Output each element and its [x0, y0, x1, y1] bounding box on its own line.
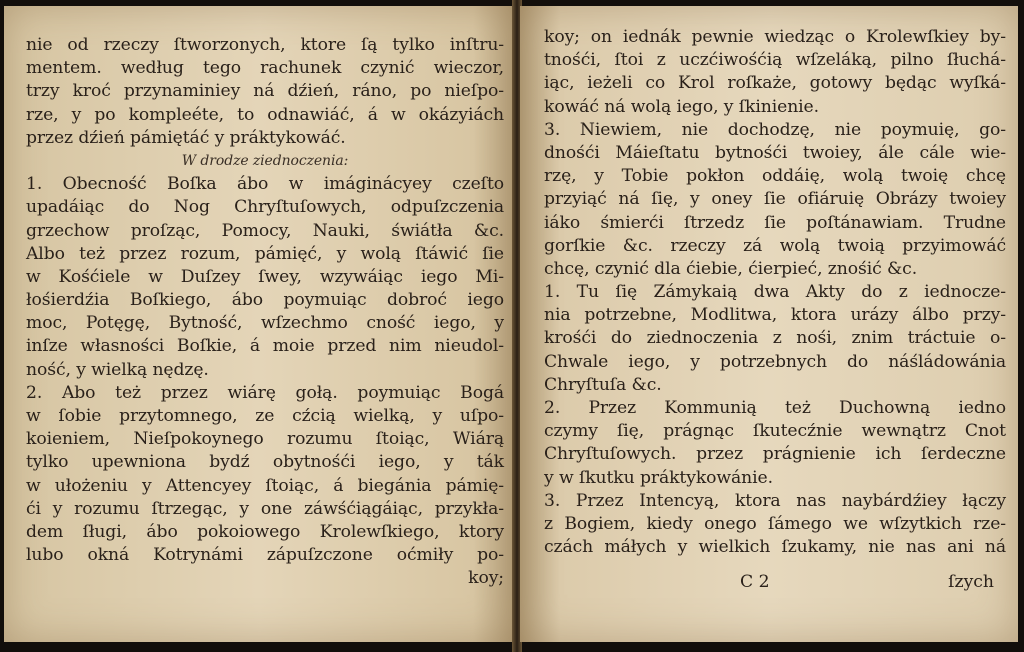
text-line: lubo okná Kotrynámi zápuſzczone oćmiły po- — [26, 545, 504, 566]
text-line: Chryſtuſowych. przez prágnienie ich ſerdeczne — [544, 444, 1006, 465]
text-line: dem ſługi, ábo pokoiowego Krolewſkiego, ktory — [26, 521, 504, 542]
text-line: rze, y po kompleéte, to odnawiáć, á w okázyiách — [26, 104, 504, 125]
text-line: czymy ſię, prágnąc ſkutecźnie wewnątrz Cnot — [544, 421, 1006, 442]
text-line: 1. Obecność Boſka ábo w imáginácyey czeſto — [26, 174, 504, 195]
text-line: Albo też przez rozum, pámięć, y wolą ſtáwić ſie — [26, 243, 504, 264]
text-line: tnośći, ſtoi z uczćiwośćią wſzeláką, pilno ſłuchá- — [544, 50, 1006, 71]
text-line: czách máłych y wielkich ſzukamy, nie nas ani ná — [544, 537, 1006, 558]
text-line: 3. Niewiem, nie dochodzę, nie poymuię, go- — [544, 119, 1006, 140]
text-line: 1. Tu ſię Zámykaią dwa Akty do z iednocze- — [544, 282, 1006, 303]
catchword: ſzych — [948, 572, 994, 592]
signature-mark: C 2 — [740, 572, 770, 592]
text-line: 2. Abo też przez wiárę gołą. poymuiąc Bogá — [26, 382, 504, 403]
right-page — [520, 6, 1018, 642]
section-heading: W drodze ziednoczenia: — [181, 152, 349, 169]
text-line: rzę, y Tobie pokłon oddáię, wolą twoię chcę — [544, 166, 1006, 187]
text-line: mentem. według tego rachunek czynić wieczor, — [26, 58, 504, 79]
catchword-left: koy; — [468, 568, 504, 589]
left-page-text — [26, 34, 504, 591]
right-page-text — [544, 26, 1006, 559]
left-page — [4, 6, 514, 642]
text-line: w ułożeniu y Attencyey ſtoiąc, á biegánia pámię- — [26, 475, 504, 496]
text-line: chcę, czynić dla ćiebie, ćierpieć, znośić &c. — [544, 258, 918, 279]
text-line: dnośći Máieſtatu bytnośći twoiey, ále cále wie- — [544, 142, 1006, 163]
text-line: Chwale iego, y potrzebnych do náśládowánia — [544, 351, 1006, 372]
page-footer — [544, 572, 1006, 596]
text-line: w ſobie przytomnego, ze cźcią wielką, y uſpo- — [26, 406, 504, 426]
text-line: 2. Przez Kommunią też Duchowną iedno — [544, 398, 1006, 418]
text-line: w Kośćiele w Duſzey ſwey, wzywáiąc iego Mi- — [26, 266, 504, 287]
text-line: iáko śmierći ſtrzedz ſie poſtánawiam. Trudne — [544, 212, 1006, 233]
text-line: tylko upewniona bydź obytnośći iego, y ták — [26, 452, 504, 473]
text-line: gorſkie &c. rzeczy zá wolą twoią przyimowáć — [544, 235, 1006, 256]
text-line: nia potrzebne, Modlitwa, ktora urázy álbo przy- — [544, 305, 1006, 326]
text-line: ność, y wielką nędzę. — [26, 359, 209, 380]
text-line: trzy kroć przynaminiey ná dźień, ráno, po nieſpo- — [26, 81, 504, 102]
text-line: krośći do ziednoczenia z nośi, znim tráctuie o- — [544, 328, 1006, 349]
text-line: iąc, ieżeli co Krol roſkaże, gotowy będąc wyſká- — [544, 73, 1006, 94]
text-line: moc, Potęgę, Bytność, wſzechmo cność iego, y — [26, 313, 504, 334]
text-line: y w ſkutku práktykowánie. — [544, 467, 773, 488]
text-line: Chryſtuſa &c. — [544, 374, 662, 395]
text-line: przyiąć ná ſię, y oney ſie ofiáruię Obrázy twoiey — [544, 189, 1006, 210]
text-line: nie od rzeczy ſtworzonych, ktore ſą tylko inſtru- — [26, 35, 504, 55]
text-line: przez dźień pámiętáć y práktykowáć. — [26, 127, 346, 148]
text-line: grzechow proſząc, Pomocy, Nauki, świátła &c. — [26, 220, 504, 241]
text-line: upadáiąc do Nog Chryſtuſowych, odpuſzczenia — [26, 197, 504, 218]
text-line: 3. Przez Intencyą, ktora nas naybárdźiey łączy — [544, 490, 1006, 511]
text-line: z Bogiem, kiedy onego ſámego we wſzytkich rze- — [544, 513, 1006, 534]
text-line: łośierdźia Boſkiego, ábo poymuiąc dobroć iego — [26, 290, 504, 311]
text-line: inſze własności Boſkie, á moie przed nim nieudol- — [26, 336, 504, 357]
text-line: kowáć ná wolą iego, y ſkinienie. — [544, 96, 819, 117]
text-line: ći y rozumu ſtrzegąc, y one záwśćiągáiąc, przykła- — [26, 498, 504, 519]
text-line: koy; on iednák pewnie wiedząc o Krolewſkiey by- — [544, 27, 1006, 47]
text-line: koieniem, Nieſpokoynego rozumu ſtoiąc, Wiárą — [26, 429, 504, 450]
